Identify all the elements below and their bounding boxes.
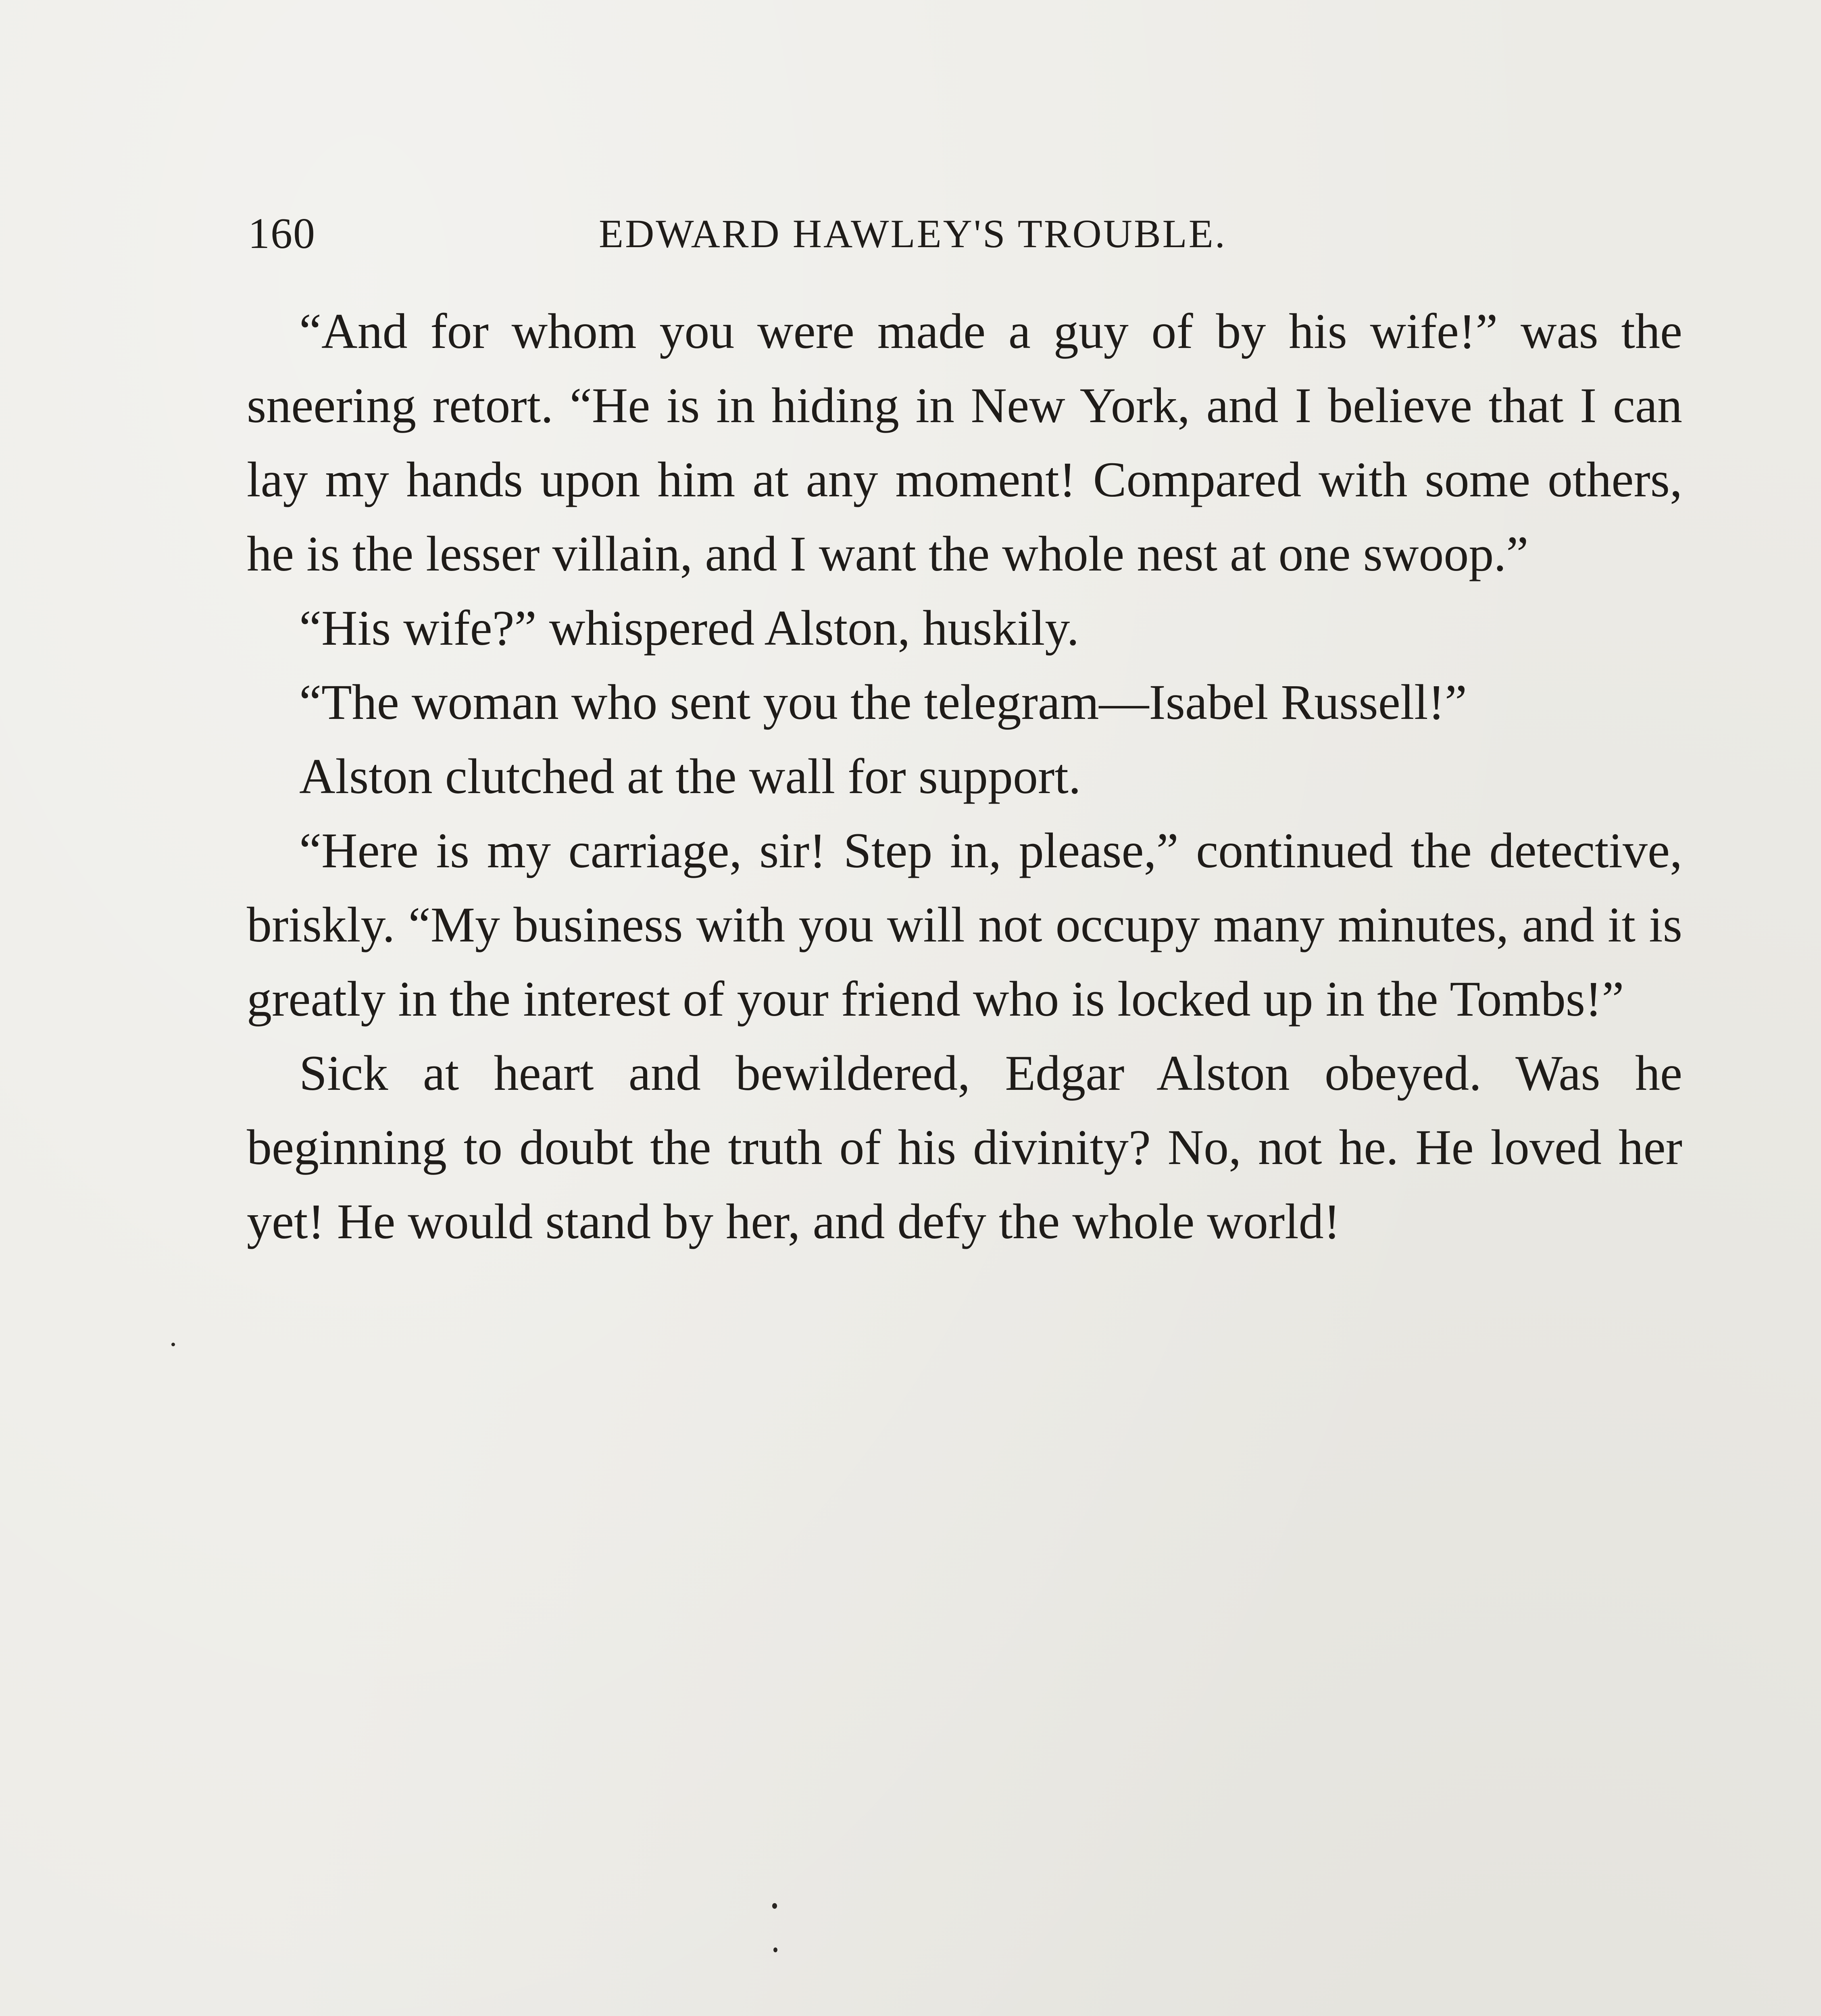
paragraph-5: “Here is my carriage, sir! Step in, please,” continued the detective, briskly. “My business with you will not occupy many minutes, and it is greatly in the interest of your friend who is locked up in the Tombs!” <box>247 823 1682 1027</box>
paragraph-3: “The woman who sent you the telegram—Isabel Russell!” <box>299 675 1467 730</box>
ink-speck <box>772 1903 777 1909</box>
page-number: 160 <box>248 210 316 258</box>
paragraph-6: Sick at heart and bewildered, Edgar Alston obeyed. Was he beginning to doubt the truth of his divinity? No, not he. He loved her yet! He would stand by her, and defy the whole world! <box>247 1045 1682 1249</box>
paragraph-1: “And for whom you were made a guy of by his wife!” was the sneering retort. “He is in hiding in New York, and I believe that I can lay my hands upon him at any moment! Compared with some others, he is the lesser villain, and I want the whole nest at one swoop.” <box>247 304 1682 581</box>
ink-speck <box>171 1343 175 1346</box>
page-header <box>248 202 1683 266</box>
body-text <box>247 294 1682 1259</box>
paragraph-2: “His wife?” whispered Alston, huskily. <box>299 600 1079 656</box>
ink-speck <box>773 1947 777 1952</box>
running-head: EDWARD HAWLEY'S TROUBLE. <box>599 211 1227 256</box>
paragraph-4: Alston clutched at the wall for support. <box>299 749 1081 804</box>
